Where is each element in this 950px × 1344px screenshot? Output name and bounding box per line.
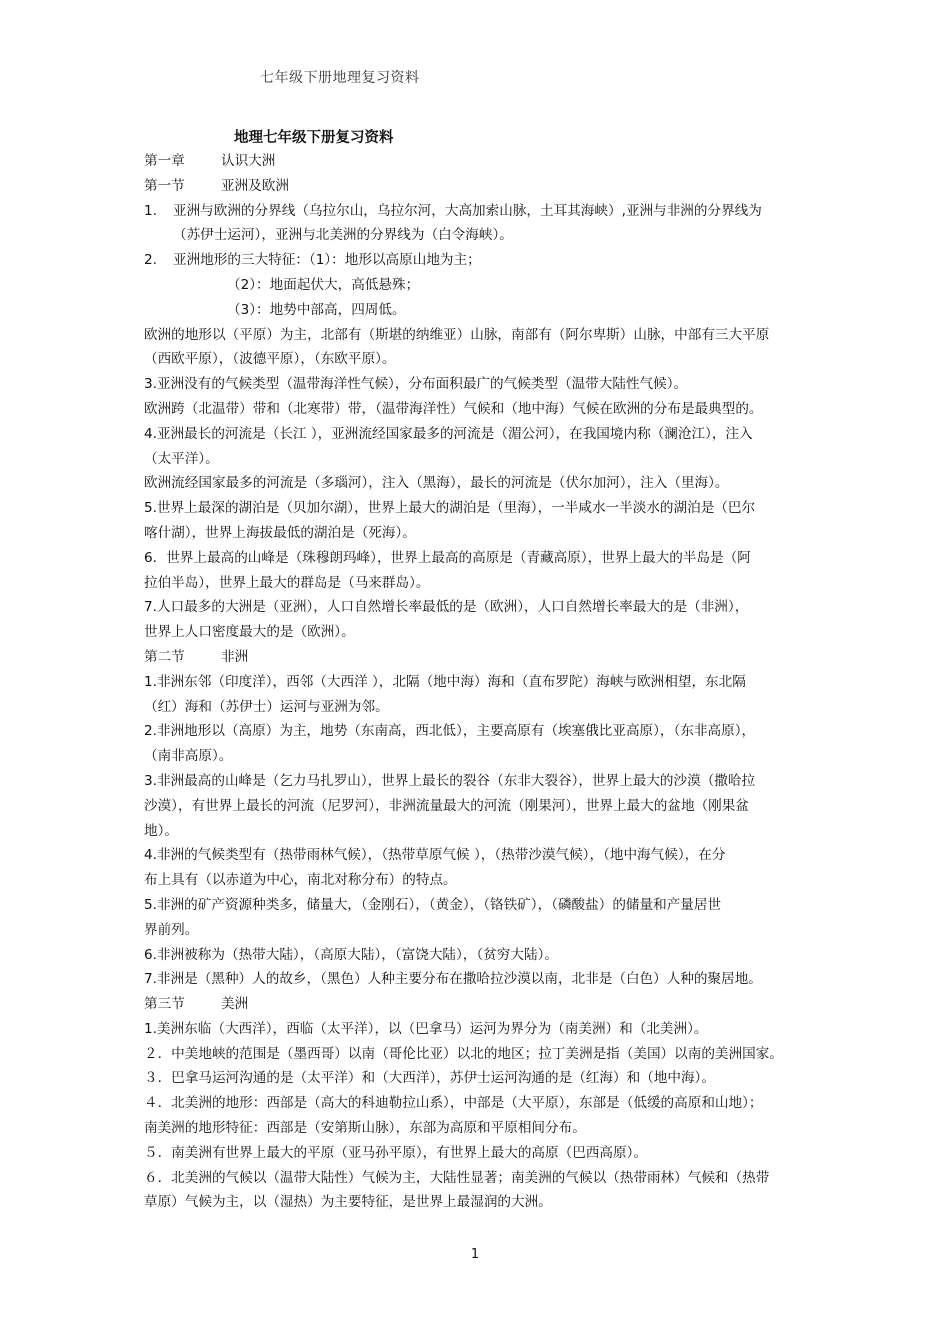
paragraph-line: 6.非洲被称为（热带大陆），（高原大陆），（富饶大陆），（贫穷大陆）。 [144, 946, 558, 963]
page-number: 1 [470, 1247, 480, 1262]
paragraph-line: 5.非洲的矿产资源种类多，储量大，（金刚石），（黄金），（铬铁矿），（磷酸盐）的储量和产量居世 [144, 896, 722, 913]
section-name: 亚洲及欧洲 [221, 177, 289, 194]
paragraph-line: 布上具有（以赤道为中心，南北对称分布）的特点。 [144, 872, 457, 889]
document-body [144, 149, 824, 1215]
paragraph-line: ６．北美洲的气候以（温带大陆性）气候为主，大陆性显著；南美洲的气候以（热带雨林）气候和（热带 [144, 1169, 770, 1186]
paragraph-line: 5.世界上最深的湖泊是（贝加尔湖），世界上最大的湖泊是（里海），一半咸水一半淡水的湖泊是（巴尔 [144, 500, 756, 517]
section-heading [144, 645, 824, 670]
paragraph-line: 地）。 [144, 822, 178, 839]
item-number: 2. [144, 252, 157, 269]
section-label: 第三节 [144, 996, 185, 1013]
paragraph-line: （南非高原）。 [144, 748, 233, 765]
paragraph-line: 界前列。 [144, 921, 199, 938]
section-label: 第一节 [144, 177, 185, 194]
paragraph-line: 7.非洲是（黑种）人的故乡，（黑色）人种主要分布在撒哈拉沙漠以南，北非是（白色）人种的聚居地。 [144, 971, 762, 988]
section-heading [144, 992, 824, 1017]
item-text: 亚洲与欧洲的分界线（乌拉尔山，乌拉尔河，大高加索山脉，土耳其海峡）,亚洲与非洲的分界线为 [173, 202, 762, 219]
paragraph-line: 4.亚洲最长的河流是（长江 ），亚洲流经国家最多的河流是（湄公河），在我国境内称（澜沧江），注入 [144, 425, 753, 442]
paragraph-line: 欧洲流经国家最多的河流是（多瑙河），注入（黑海），最长的河流是（伏尔加河），注入（里海）。 [144, 475, 729, 492]
section-name: 美洲 [221, 996, 249, 1013]
paragraph-line: 3.非洲最高的山峰是（乞力马扎罗山），世界上最长的裂谷（东非大裂谷），世界上最大的沙漠（撒哈拉 [144, 772, 756, 789]
paragraph-line: 世界上人口密度最大的是（欧洲）。 [144, 624, 355, 641]
section-label: 第二节 [144, 648, 185, 665]
item-continuation: （苏伊士运河），亚洲与北美洲的分界线为（白令海峡）。 [173, 227, 513, 244]
paragraph-line: ４．北美洲的地形：西部是（高大的科迪勒拉山系），中部是（大平原），东部是（低缓的高原和山地）； [144, 1095, 763, 1112]
chapter-label: 第一章 [144, 153, 185, 169]
paragraph-line: （太平洋）。 [144, 450, 219, 467]
paragraph-line: 4.非洲的气候类型有（热带雨林气候），（热带草原气候 ），（热带沙漠气候），（地中海气候），在分 [144, 847, 726, 864]
paragraph-line: 欧洲的地形以（平原）为主，北部有（斯堪的纳维亚）山脉，南部有（阿尔卑斯）山脉，中部有三大平原 [144, 326, 770, 343]
paragraph-line: 7.人口最多的大洲是（亚洲），人口自然增长率最低的是（欧洲），人口自然增长率最大的是（非洲）， [144, 599, 749, 616]
paragraph-line: 6．世界上最高的山峰是（珠穆朗玛峰），世界上最高的高原是（青藏高原），世界上最大的半岛是（阿 [144, 549, 751, 566]
list-item [144, 199, 824, 224]
paragraph-line: 欧洲跨（北温带）带和（北寒带）带，（温带海洋性）气候和（地中海）气候在欧洲的分布是最典型的。 [144, 400, 763, 417]
paragraph-line: 南美洲的地形特征：西部是（安第斯山脉），东部为高原和平原相间分布。 [144, 1120, 586, 1137]
list-item [144, 248, 824, 273]
paragraph-line: 2.非洲地形以（高原）为主，地势（东南高，西北低），主要高原有（埃塞俄比亚高原），（东非高原）， [144, 723, 756, 740]
item-text: 亚洲地形的三大特征：（1）：地形以高原山地为主； [173, 252, 481, 269]
paragraph-line: （西欧平原），（波德平原），（东欧平原）。 [144, 351, 396, 368]
paragraph-line: 草原）气候为主，以（湿热）为主要特征，是世界上最湿润的大洲。 [144, 1194, 552, 1211]
paragraph-line: ２．中美地峡的范围是（墨西哥）以南（哥伦比亚）以北的地区；拉丁美洲是指（美国）以南的美洲国家。 [144, 1045, 783, 1062]
document-title: 地理七年级下册复习资料 [234, 130, 394, 146]
item-number: 1. [144, 202, 157, 219]
paragraph-line: （红）海和（苏伊士）运河与亚洲为邻。 [144, 698, 389, 715]
paragraph-line: 喀什湖），世界上海拔最低的湖泊是（死海）。 [144, 524, 416, 541]
paragraph-line: ５．南美洲有世界上最大的平原（亚马孙平原），有世界上最大的高原（巴西高原）。 [144, 1144, 647, 1161]
running-header: 七年级下册地理复习资料 [260, 70, 420, 86]
paragraph-line: 3.亚洲没有的气候类型（温带海洋性气候），分布面积最广的气候类型（温带大陆性气候）。 [144, 376, 688, 393]
paragraph-line: ３．巴拿马运河沟通的是（太平洋）和（大西洋），苏伊士运河沟通的是（红海）和（地中海）。 [144, 1070, 715, 1087]
item-continuation: （2）：地面起伏大，高低悬殊； [227, 276, 420, 293]
section-heading [144, 174, 824, 199]
section-name: 非洲 [221, 648, 249, 665]
item-continuation: （3）：地势中部高，四周低。 [227, 301, 406, 318]
paragraph-line: 拉伯半岛），世界上最大的群岛是（马来群岛）。 [144, 574, 430, 591]
paragraph-line: 1.美洲东临（大西洋），西临（太平洋），以（巴拿马）运河为界分为（南美洲）和（北美洲）。 [144, 1020, 708, 1037]
chapter-heading [144, 149, 824, 174]
chapter-name: 认识大洲 [221, 153, 276, 169]
paragraph-line: 沙漠），有世界上最长的河流（尼罗河），非洲流量最大的河流（刚果河），世界上最大的盆地（刚果盆 [144, 797, 749, 814]
paragraph-line: 1.非洲东邻（印度洋），西邻（大西洋 ），北隔（地中海）海和（直布罗陀）海峡与欧洲相望，东北隔 [144, 673, 746, 690]
